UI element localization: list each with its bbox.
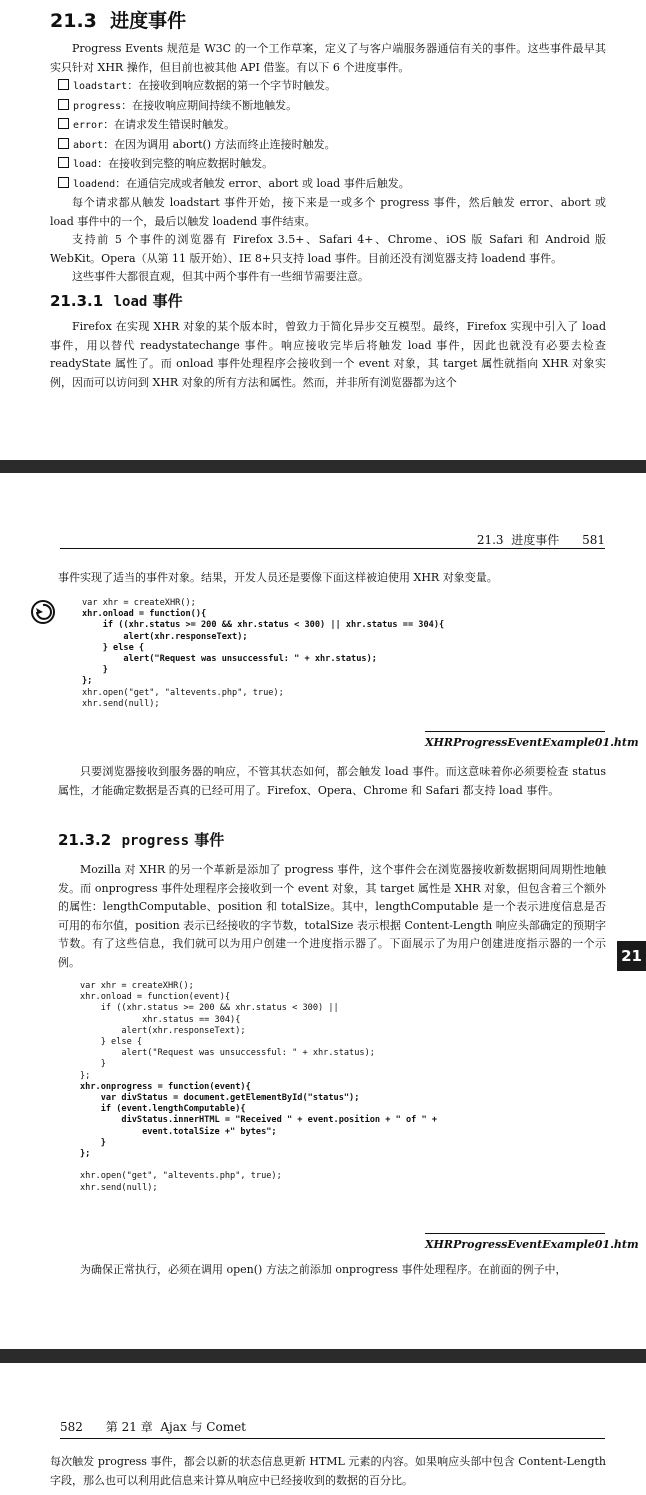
code-line: xhr.onload = function(){ [82,609,207,620]
code-line: divStatus.innerHTML = "Received " + event.position + " of " + [80,1115,437,1126]
page-number: 581 [582,533,605,547]
section-number: 21.3 [50,10,97,32]
subsection-heading [50,290,183,311]
list-item [29,77,606,97]
code-line: xhr.status == 304){ [80,1014,241,1025]
code-line: } [80,1137,106,1148]
subsection-heading [58,829,224,850]
list-item [29,97,606,117]
subsection-title: 事件 [194,831,225,849]
page-fragment-1 [0,0,646,460]
chapter-label: 第 21 章 [105,1420,153,1434]
event-name: loadstart [73,81,128,92]
code-line: if ((xhr.status >= 200 && xhr.status < 300) || [80,1003,339,1014]
section-title: 进度事件 [110,10,187,32]
page-separator [0,460,646,473]
paragraph: 每个请求都从触发 loadstart 事件开始，接下来是一或多个 progress 事件，然后触发 error、abort 或 load 事件中的一个，最后以触发 loadend 事件结束。 [50,196,606,228]
code-line: xhr.send(null); [82,698,160,709]
code-line: event.totalSize +" bytes"; [80,1126,277,1137]
code-line: var xhr = createXHR(); [82,598,196,608]
page-number: 582 [60,1420,83,1434]
paragraph: Mozilla 对 XHR 的另一个革新是添加了 progress 事件，这个事件会在浏览器接收新数据期间周期性地触发。而 onprogress 事件处理程序会接收到一个 event 对象，其 target 属性是 XHR 对象，但包含着三个额外的属性：lengthComputable、position 和 totalSize。其中，lengthComputable 是一个表示进度信息是否可用的布尔值，position 表示已经接收的字节数，totalSize 表示根据 Content-Length 响应头部确定的预期字节数。有了这些信息，我们就可以为用户创建一个进度指示器了。下面展示了为用户创建进度指示器的一个示例。 [58,863,606,969]
list-item [29,116,606,136]
section-heading [50,6,186,33]
event-description: ：在接收响应期间持续不断地触发。 [121,98,298,112]
code-line: xhr.send(null); [80,1182,158,1193]
event-name: error [73,120,104,131]
code-line: xhr.onload = function(event){ [80,992,231,1003]
chapter-title: Ajax 与 Comet [160,1420,246,1434]
subsection-code: load [113,294,148,310]
code-line: xhr.open("get", "altevents.php", true); [80,1171,282,1182]
checkbox-bullet-icon [58,99,69,110]
event-name: loadend [73,178,116,190]
checkbox-bullet-icon [58,79,69,90]
list-item [29,136,606,156]
code-line: xhr.onprogress = function(event){ [80,1081,251,1092]
event-description: ：在接收到完整的响应数据时触发。 [97,157,274,170]
code-caption: XHRProgressEventExample01.htm [425,731,605,749]
code-line: var xhr = createXHR(); [80,981,194,991]
page-fragment-3 [0,1363,646,1495]
code-line: } [80,1059,106,1070]
code-line: if (event.lengthComputable){ [80,1104,246,1115]
subsection-number: 21.3.2 [58,831,112,849]
event-description: ：在因为调用 abort() 方法而终止连接时触发。 [103,137,336,151]
checkbox-bullet-icon [58,157,69,168]
chapter-tab: 21 [617,941,646,971]
event-name: progress [73,100,122,112]
code-line: alert(xhr.responseText); [80,1025,246,1036]
paragraph: 只要浏览器接收到服务器的响应，不管其状态如何，都会触发 load 事件。而这意味着你必须要检查 status 属性，才能确定数据是否真的已经可用了。Firefox、Opera、Chrome 和 Safari 都支持 load 事件。 [58,765,606,797]
code-block [80,981,437,1194]
code-caption: XHRProgressEventExample01.htm [425,1233,605,1251]
page-separator [0,1349,646,1363]
header-section: 21.3 [476,533,504,547]
code-line: var divStatus = document.getElementById("status"); [80,1093,360,1104]
event-name: abort [73,139,104,151]
subsection-code: progress [121,833,190,849]
list-item [29,175,606,195]
code-line: } [82,665,108,676]
code-line: }; [82,676,93,687]
code-line: }; [80,1070,91,1081]
code-line: if ((xhr.status >= 200 && xhr.status < 300) || xhr.status == 304){ [82,620,445,631]
note-icon [30,599,56,625]
event-list [29,77,606,194]
subsection-number: 21.3.1 [50,292,104,310]
paragraph: Firefox 在实现 XHR 对象的某个版本时，曾致力于简化异步交互模型。最终，Firefox 实现中引入了 load 事件，用以替代 readystatechange 事件。响应接收完毕后将触发 load 事件，因此也就没有必要去检查 readyState 属性了。而 onload 事件处理程序会接收到一个 event 对象，其 target 属性就指向 XHR 对象实例，因而可以访问到 XHR 对象的所有方法和属性。然而，并非所有浏览器都为这个 [50,320,606,389]
checkbox-bullet-icon [58,118,69,129]
code-line: alert(xhr.responseText); [82,631,248,642]
code-line: } else { [80,1037,143,1048]
header-title: 进度事件 [511,533,560,547]
paragraph: 每次触发 progress 事件，都会以新的状态信息更新 HTML 元素的内容。如果响应头部中包含 Content-Length 字段，那么也可以利用此信息来计算从响应中已经接收到的数据的百分比。 [50,1455,606,1487]
running-header [60,1418,605,1439]
checkbox-bullet-icon [58,138,69,149]
checkbox-bullet-icon [58,177,69,188]
paragraph: 支持前 5 个事件的浏览器有 Firefox 3.5+、Safari 4+、Chrome、iOS 版 Safari 和 Android 版 WebKit。Opera（从第 11 版开始）、IE 8+只支持 load 事件。目前还没有浏览器支持 loadend 事件。 [50,233,606,265]
code-line: alert("Request was unsuccessful: " + xhr.status); [82,654,377,665]
event-name: load [73,159,98,170]
paragraph: 事件实现了适当的事件对象。结果，开发人员还是要像下面这样被迫使用 XHR 对象变量。 [58,571,498,584]
intro-paragraph: Progress Events 规范是 W3C 的一个工作草案，定义了与客户端服务器通信有关的事件。这些事件最早其实只针对 XHR 操作，但目前也被其他 API 借鉴。有以下 6 个进度事件。 [50,42,606,74]
subsection-title: 事件 [152,292,183,310]
event-description: ：在通信完成或者触发 error、abort 或 load 事件后触发。 [115,176,410,190]
paragraph: 这些事件大都很直观，但其中两个事件有一些细节需要注意。 [72,270,369,283]
code-line: alert("Request was unsuccessful: " + xhr.status); [80,1048,375,1059]
code-line: } else { [82,642,145,653]
code-line: }; [80,1149,91,1160]
running-header [60,528,605,549]
event-description: ：在请求发生错误时触发。 [103,118,236,131]
event-description: ：在接收到响应数据的第一个字节时触发。 [127,79,337,92]
list-item [29,155,606,175]
paragraph: 为确保正常执行，必须在调用 open() 方法之前添加 onprogress 事件处理程序。在前面的例子中， [80,1263,567,1276]
page-fragment-2 [0,473,646,1349]
code-line: xhr.open("get", "altevents.php", true); [82,687,284,698]
code-block [82,598,444,710]
